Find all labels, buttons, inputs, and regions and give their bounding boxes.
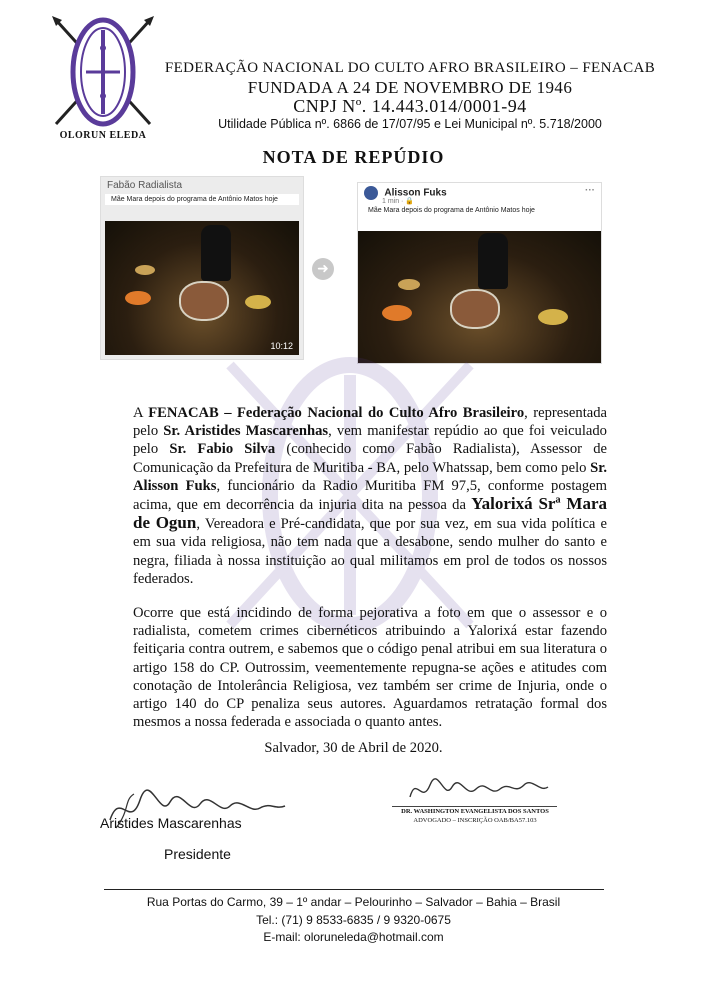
post-caption: Mãe Mara depois do programa de Antônio Matos hoje: [362, 205, 597, 216]
page-title: NOTA DE REPÚDIO: [262, 147, 445, 167]
whatsapp-screenshot: [100, 176, 304, 360]
signer-role-left: Presidente: [164, 846, 231, 862]
face-photo: [179, 281, 229, 321]
image-caption: Mãe Mara depois do programa de Antônio Matos hoje: [105, 194, 299, 205]
standing-person: [478, 233, 508, 289]
shield-spears-icon: [48, 12, 158, 130]
signer-name-right: DR. WASHINGTON EVANGELISTA DOS SANTOS: [401, 808, 549, 815]
post-meta: 1 min · 🔒: [382, 198, 415, 205]
logo-caption: OLORUN ELEDA: [59, 130, 147, 141]
footer-divider: [104, 889, 604, 890]
forward-arrow-icon: ➜: [312, 258, 334, 280]
message-time: 10:12: [270, 341, 293, 351]
post-author: Alisson Fuks: [384, 187, 447, 199]
food-plate: [245, 295, 271, 309]
footer-phone: Tel.: (71) 9 8533-6835 / 9 9320-0675: [256, 913, 451, 927]
ritual-photo: [105, 221, 299, 355]
cnpj: CNPJ Nº. 14.443.014/0001-94: [293, 96, 527, 116]
footer-address: Rua Portas do Carmo, 39 – 1º andar – Pelourinho – Salvador – Bahia – Brasil: [146, 895, 561, 909]
alisson-bold: Sr. Alisson Fuks: [133, 459, 607, 494]
org-bold: FENACAB – Federação Nacional do Culto Afro Brasileiro: [148, 405, 525, 421]
food-plate: [135, 265, 155, 275]
org-name: FEDERAÇÃO NACIONAL DO CULTO AFRO BRASILEIRO – FENACAB: [164, 60, 656, 76]
paragraph-1: [133, 404, 607, 588]
text-span: (conhecido como Fabão Radialista), Assessor de Comunicação da Prefeitura de Muritiba - BA, pelo Whatssap, bem como pelo: [133, 441, 607, 476]
ritual-photo: [358, 231, 601, 363]
text-span: , Vereadora e Pré-candidata, que por sua vez, em sua vida política e em sua vida religiosa, não tem nada que a desabone, sendo mulher do santo e negra, filiada à nossa instituição ao qual militamos em prol de todos os nossos federados.: [133, 516, 607, 587]
representative-bold: Sr. Aristides Mascarenhas: [163, 423, 329, 440]
signer-name-left: Aristides Mascarenhas: [100, 815, 242, 831]
signature-scribble-left: [100, 780, 300, 840]
food-plate: [398, 279, 420, 290]
face-photo: [450, 289, 500, 329]
yalorixa-bold: Yalorixá Srª Mara de Ogun: [133, 494, 607, 533]
signature-line: [392, 806, 557, 807]
public-utility-line: Utilidade Pública nº. 6866 de 17/07/95 e Lei Municipal nº. 5.718/2000: [218, 117, 602, 131]
text-span: , funcionário da Radio Muritiba FM 97,5, conforme postagem acima, que em decorrência da injuria dita na pessoa da: [133, 477, 607, 514]
sender-name: Fabão Radialista: [107, 180, 183, 191]
fabio-bold: Sr. Fabio Silva: [169, 441, 276, 458]
footer-email: E-mail: oloruneleda@hotmail.com: [263, 930, 444, 944]
food-plate: [125, 291, 151, 305]
signer-role-right: ADVOGADO – INSCRIÇÃO OAB/BA57.103: [413, 817, 537, 824]
text-span: A: [133, 405, 149, 421]
text-span: , representada pelo: [133, 405, 608, 440]
paragraph-2: Ocorre que está incidindo de forma pejorativa a foto em que o assessor e o radialista, cometem crimes cibernéticos atribuindo a Yalorixá estar fazendo feitiçaria contra outrem, e sabemos que o código penal atribui em sua literatura o artigo 158 do CP. Outrossim, veementemente repugna-se ações e atitudes com conotação de Intolerância Religiosa, vez também ser crime de Injuria, onde o artigo 140 do CP penaliza seus autores. Aguardamos retratação formal dos mesmos a nossa federada e associada o quanto antes.: [133, 605, 607, 731]
avatar: [364, 186, 378, 200]
food-plate: [538, 309, 568, 325]
date-line: Salvador, 30 de Abril de 2020.: [264, 740, 443, 756]
standing-person: [201, 225, 231, 281]
shield-logo: [48, 12, 158, 144]
text-span: , vem manifestar repúdio ao que foi veiculado pelo: [133, 423, 607, 458]
food-plate: [382, 305, 412, 321]
facebook-screenshot: [357, 182, 602, 364]
founded-date: FUNDADA A 24 DE NOVEMBRO DE 1946: [247, 78, 573, 97]
more-options-icon: ···: [585, 185, 595, 196]
